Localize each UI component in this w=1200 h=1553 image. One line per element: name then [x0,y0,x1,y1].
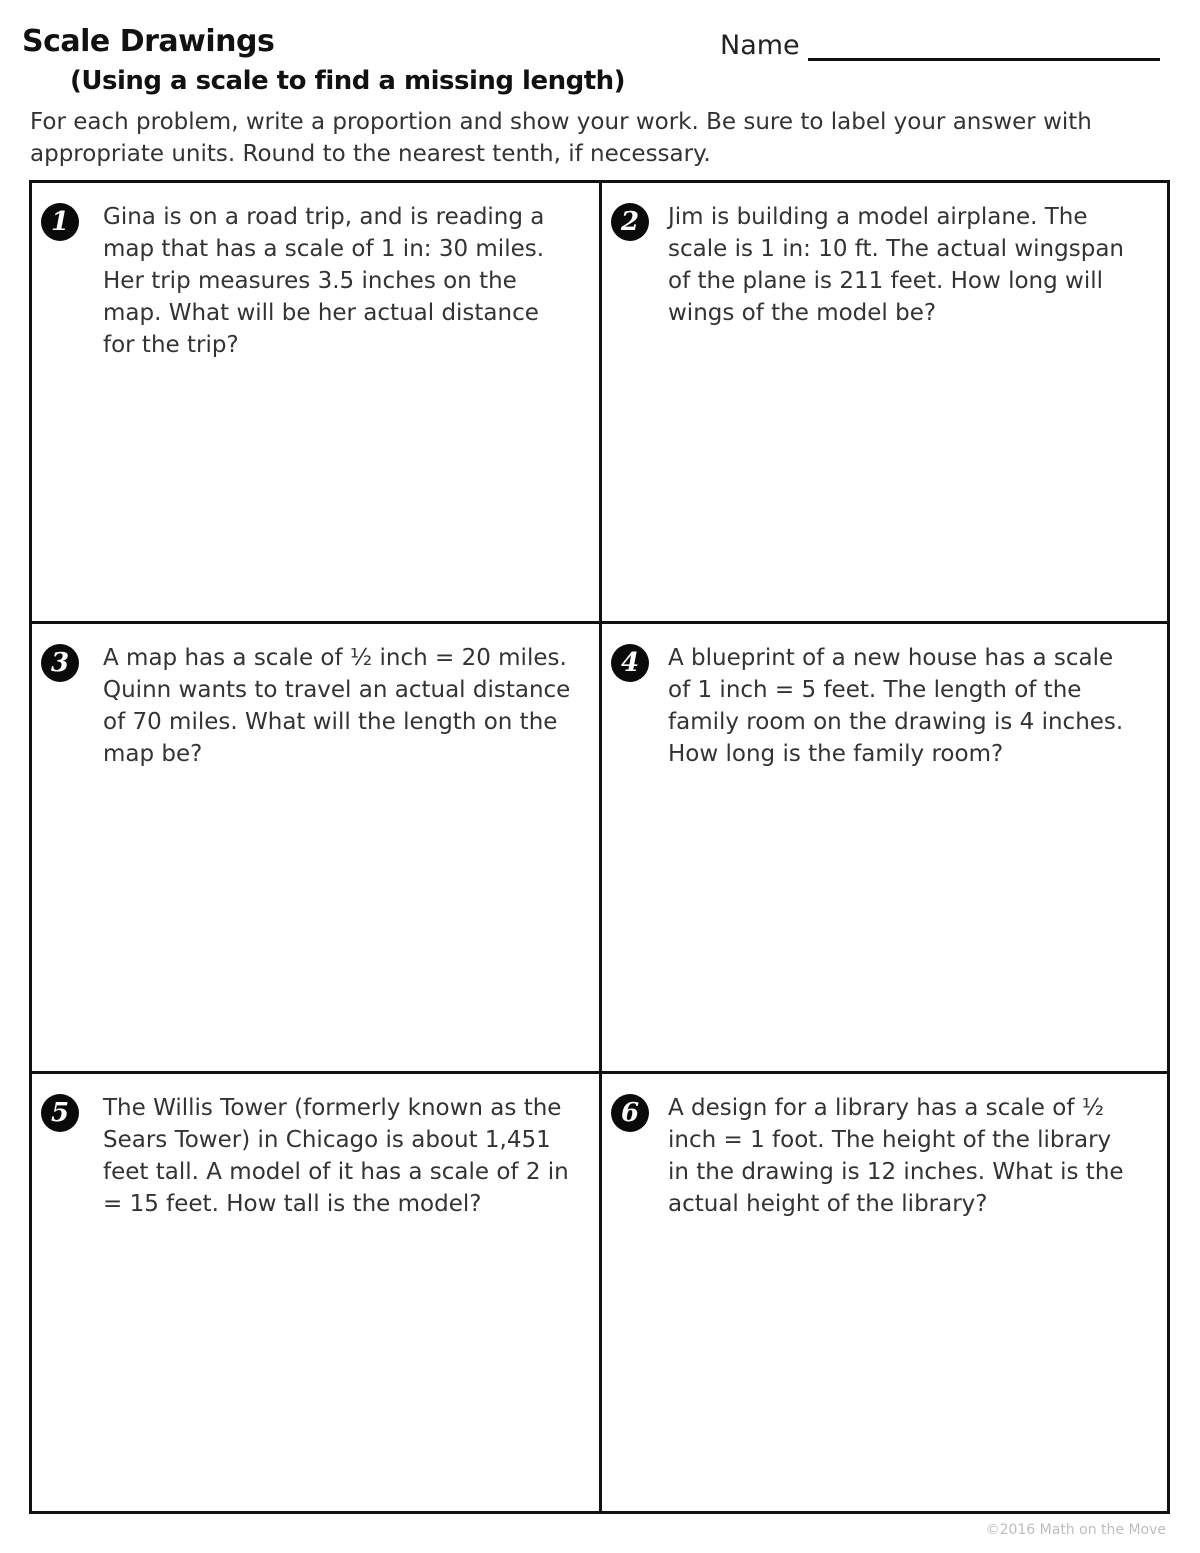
problem-number-badge: 3 [41,644,79,682]
problem-text: A map has a scale of ½ inch = 20 miles. Quinn wants to travel an actual distance of 70 miles. What will the length on the map be? [103,645,571,767]
problem-number-badge: 4 [611,644,649,682]
problem-box-3[interactable] [32,624,602,1074]
name-label: Name [720,30,800,61]
problem-number-badge: 1 [41,203,79,241]
problem-number-badge: 6 [611,1094,649,1132]
problem-text: A blueprint of a new house has a scale of 1 inch = 5 feet. The length of the family room on the drawing is 4 inches. How long is the family room? [668,645,1124,767]
problem-number-badge: 5 [41,1094,79,1132]
name-field[interactable] [720,30,1162,64]
problem-text: Jim is building a model airplane. The scale is 1 in: 10 ft. The actual wingspan of the plane is 211 feet. How long will wings of the model be? [668,204,1124,326]
problem-box-2[interactable] [602,183,1167,624]
copyright-footer: ©2016 Math on the Move [985,1522,1166,1538]
name-line[interactable] [808,58,1160,61]
problem-box-1[interactable] [32,183,602,624]
problem-box-5[interactable] [32,1074,602,1511]
problem-text: Gina is on a road trip, and is reading a map that has a scale of 1 in: 30 miles. Her trip measures 3.5 inches on the map. What will be her actual distance for the trip? [103,204,545,358]
problem-text: A design for a library has a scale of ½ inch = 1 foot. The height of the library in the drawing is 12 inches. What is the actual height of the library? [668,1095,1124,1217]
instructions: For each problem, write a proportion and show your work. Be sure to label your answer with appropriate units. Round to the nearest tenth, if necessary. [30,109,1092,167]
problem-box-6[interactable] [602,1074,1167,1511]
problem-box-4[interactable] [602,624,1167,1074]
page-title: Scale Drawings [22,24,275,59]
problem-number-badge: 2 [611,203,649,241]
page-subtitle: (Using a scale to find a missing length) [70,66,626,96]
problem-text: The Willis Tower (formerly known as the Sears Tower) in Chicago is about 1,451 feet tall. A model of it has a scale of 2 in = 15 feet. How tall is the model? [103,1095,569,1217]
problem-grid [29,180,1170,1514]
